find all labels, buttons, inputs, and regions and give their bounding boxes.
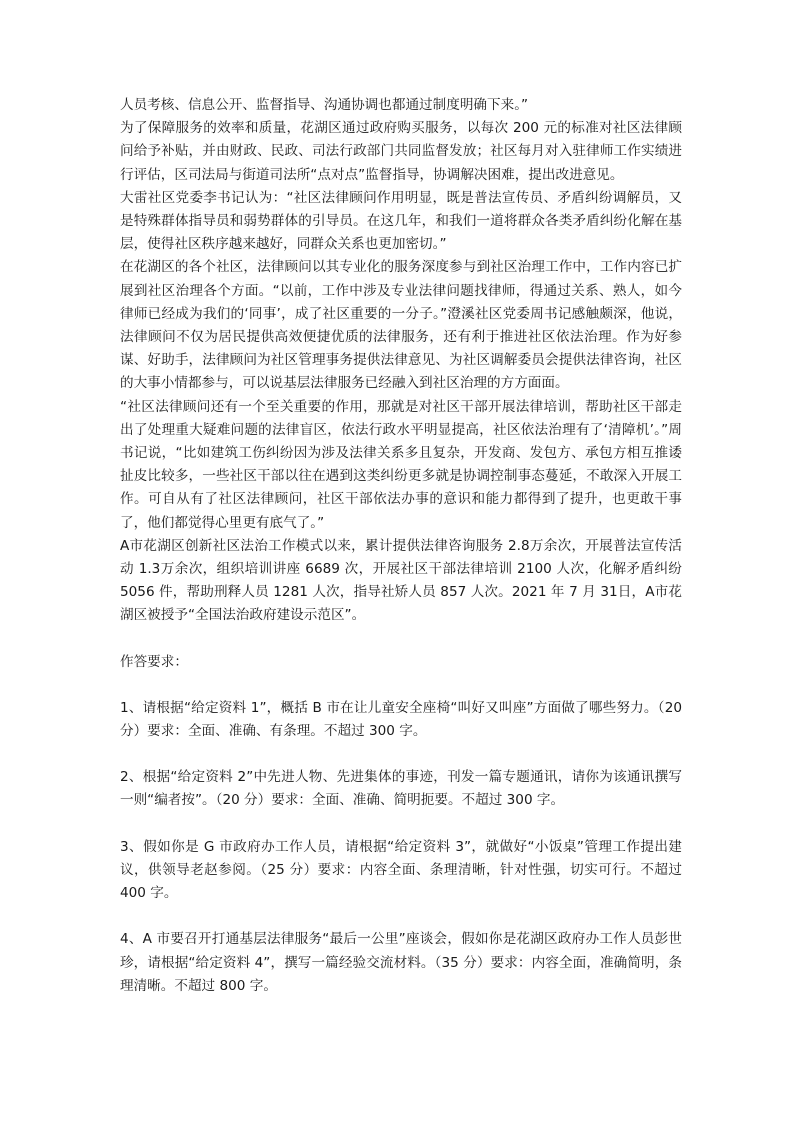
question-4: 4、A 市要召开打通基层法律服务“最后一公里”座谈会，假如你是花湖区政府办工作人员彭世珍，请根据“给定资料 4”，撰写一篇经验交流材料。（35 分）要求：内容全面，准确简明，条理清晰。不超过 800 字。 — [120, 931, 682, 994]
requirements-heading: 作答要求： — [120, 653, 188, 670]
question-1: 1、请根据“给定资料 1”，概括 B 市在让儿童安全座椅“叫好又叫座”方面做了哪些努力。（20 分）要求：全面、准确、有条理。不超过 300 字。 — [120, 699, 682, 740]
spacer — [120, 674, 682, 697]
material-paragraph: 大雷社区党委李书记认为：“社区法律顾问作用明显，既是普法宣传员、矛盾纠纷调解员，又是特殊群体指导员和弱势群体的引导员。在这几年，和我们一道将群众各类矛盾纠纷化解在基层，使得社区秩序越来越好，同群众关系也更加密切。” — [120, 189, 682, 253]
spacer — [120, 743, 682, 766]
material-paragraph: 在花湖区的各个社区，法律顾问以其专业化的服务深度参与到社区治理工作中，工作内容已扩展到社区治理各个方面。“以前，工作中涉及专业法律问题找律师，得通过关系、熟人，如今律师已经成为我们的‘同事’，成了社区重要的一分子。”澄溪社区党委周书记感触颇深，他说，法律顾问不仅为居民提供高效便捷优质的法律服务，还有利于推进社区依法治理。作为好参谋、好助手，法律顾问为社区管理事务提供法律意见、为社区调解委员会提供法律咨询，社区的大事小情都参与，可以说基层法律服务已经融入到社区治理的方方面面。 — [120, 259, 682, 392]
document-page — [120, 94, 682, 998]
material-paragraph: 人员考核、信息公开、监督指导、沟通协调也都通过制度明确下来。” — [120, 97, 529, 113]
material-paragraph: “社区法律顾问还有一个至关重要的作用，那就是对社区干部开展法律培训，帮助社区干部走出了处理重大疑难问题的法律盲区，依法行政水平明显提高，社区依法治理有了‘清障机’。”周书记说，“比如建筑工伤纠纷因为涉及法律关系多且复杂，开发商、发包方、承包方相互推诿扯皮比较多，一些社区干部以往在遇到这类纠纷更多就是协调控制事态蔓延，不敢深入开展工作。可自从有了社区法律顾问，社区干部依法办事的意识和能力都得到了提升，也更敢干事了，他们都觉得心里更有底气了。” — [120, 398, 682, 531]
spacer — [120, 628, 682, 651]
material-paragraph: 为了保障服务的效率和质量，花湖区通过政府购买服务，以每次 200 元的标准对社区法律顾问给予补贴，并由财政、民政、司法行政部门共同监督发放；社区每月对入驻律师工作实绩进行评估，区司法局与街道司法所“点对点”监督指导，协调解决困难，提出改进意见。 — [120, 120, 682, 183]
material-paragraph: A市花湖区创新社区法治工作模式以来，累计提供法律咨询服务 2.8万余次，开展普法宣传活动 1.3万余次，组织培训讲座 6689 次，开展社区干部法律培训 2100 人次，化解矛盾纠纷 5056 件，帮助刑释人员 1281 人次，指导社矫人员 857 人次。2021 年 7 月 31日，A市花湖区被授予“全国法治政府建设示范区”。 — [120, 537, 682, 624]
spacer — [120, 905, 682, 928]
spacer — [120, 813, 682, 836]
question-3: 3、假如你是 G 市政府办工作人员，请根据“给定资料 3”，就做好“小饭桌”管理工作提出建议，供领导老赵参阅。（25 分）要求：内容全面、条理清晰，针对性强，切实可行。不超过 400 字。 — [120, 838, 682, 902]
question-2: 2、根据“给定资料 2”中先进人物、先进集体的事迹，刊发一篇专题通讯，请你为该通讯撰写一则“编者按”。（20 分）要求：全面、准确、简明扼要。不超过 300 字。 — [120, 769, 682, 809]
